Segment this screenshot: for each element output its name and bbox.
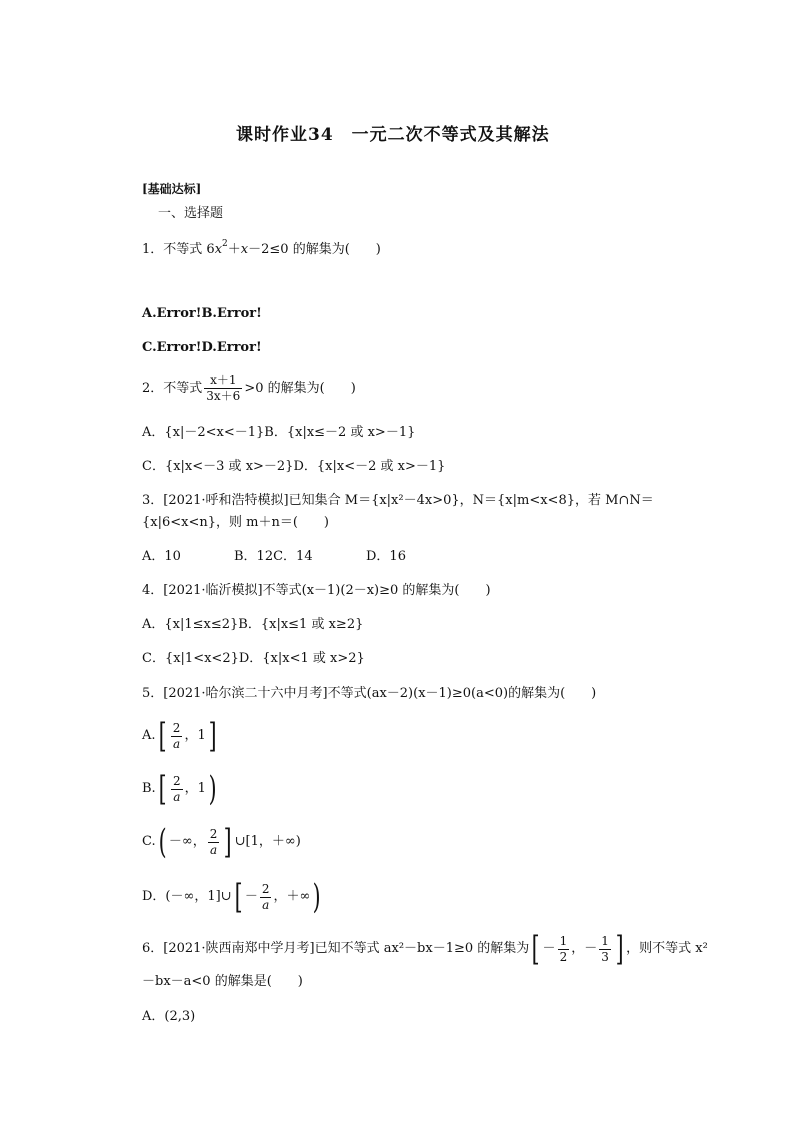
question-6-option-a: A．(2,3) bbox=[142, 1009, 196, 1024]
question-2-options-ab: A．{x|－2<x<－1}B．{x|x≤－2 或 x>－1} bbox=[142, 425, 416, 440]
question-3-line-1: 3．[2021·呼和浩特模拟]已知集合 M＝{x|x²－4x>0}，N＝{x|m<x<8}，若 M∩N＝ bbox=[142, 493, 654, 508]
question-5-option-a: A.[ $\frac{2}{a}$ ，1] bbox=[142, 716, 217, 756]
fraction: $\frac{x+1}{3x+6}$ bbox=[206, 373, 241, 403]
question-4-options-ab: A．{x|1≤x≤2}B．{x|x≤1 或 x≥2} bbox=[142, 617, 364, 632]
sub-section-heading: 一、选择题 bbox=[158, 206, 224, 221]
question-6-line-2: －bx－a<0 的解集是( ) bbox=[142, 974, 303, 989]
section-label: [基础达标] bbox=[142, 182, 202, 196]
question-2-options-cd: C．{x|x<－3 或 x>－2}D．{x|x<－2 或 x>－1} bbox=[142, 459, 446, 474]
question-3-option-d: D．16 bbox=[366, 549, 406, 564]
question-5-option-b: B.[ $\frac{2}{a}$ ，1) bbox=[142, 769, 217, 809]
question-3-line-2: {x|6<x<n}，则 m＋n＝( ) bbox=[142, 515, 329, 530]
question-5-stem: 5．[2021·哈尔滨二十六中月考]不等式(ax－2)(x－1)≥0(a<0)的解集为( ) bbox=[142, 686, 597, 701]
question-2-stem: 2．不等式 $\frac{x+1}{3x+6}$ >0 的解集为( ) bbox=[142, 373, 356, 403]
question-3-options-bc: B．12C．14 bbox=[234, 549, 313, 564]
question-1-options-cd: C.Error!D.Error! bbox=[142, 340, 262, 355]
question-5-option-c: C.( －∞， $\frac{2}{a}$ ] ∪[1，＋∞) bbox=[142, 822, 301, 862]
question-4-options-cd: C．{x|1<x<2}D．{x|x<1 或 x>2} bbox=[142, 651, 365, 666]
question-6-line-1: 6．[2021·陕西南郑中学月考]已知不等式 ax²－bx－1≥0 的解集为[ － $\frac{1}{2}$ ，－ $\frac{1}{3}$ ] ，则不等式 x² bbox=[142, 929, 708, 969]
question-1-options-ab: A.Error!B.Error! bbox=[142, 306, 262, 321]
question-3-option-a: A．10 bbox=[142, 549, 181, 564]
page-title: 课时作业34 一元二次不等式及其解法 bbox=[236, 125, 550, 145]
question-1-stem: 1．不等式 $6x^2+x-2\le 0$ 的解集为( ) bbox=[142, 239, 381, 257]
question-5-option-d: D．(－∞，1]∪[ － $\frac{2}{a}$ ，＋∞) bbox=[142, 877, 321, 917]
question-4-stem: 4．[2021·临沂模拟]不等式(x－1)(2－x)≥0 的解集为( ) bbox=[142, 583, 491, 598]
